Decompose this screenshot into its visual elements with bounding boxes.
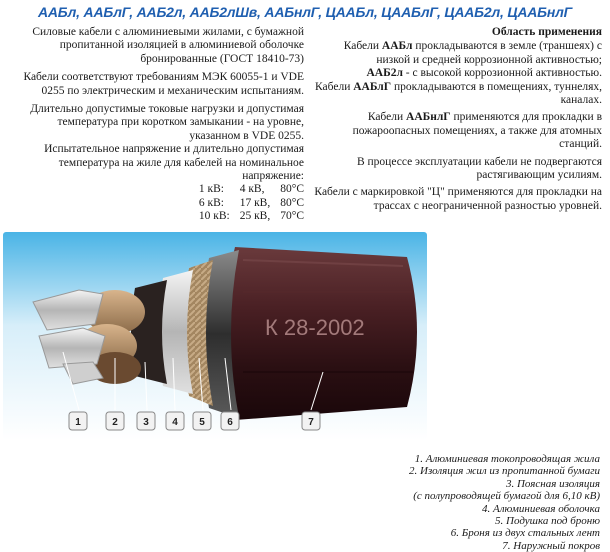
callout-number: 1 [75, 417, 81, 428]
voltage-table [189, 183, 304, 223]
callout-number: 7 [308, 417, 314, 428]
text: прокладываются в помещениях, туннелях, каналах. [391, 80, 602, 107]
page-title: ААБл, ААБлГ, ААБ2л, ААБ2лШв, ААБнлГ, ЦААБл, ЦААБлГ, ЦААБ2л, ЦААБнлГ [37, 4, 573, 20]
callout-number: 5 [199, 417, 205, 428]
text: Кабели [315, 80, 354, 93]
table-row [189, 197, 304, 210]
legend-item: 2. Изоляция жил из пропитанной бумаги [409, 465, 600, 478]
table-row [189, 183, 304, 196]
marking-paragraph: Кабели с маркировкой "Ц" применяются для прокладки на трассах с неограниченной разностью уровней. [314, 186, 602, 212]
aluminium-conductor [33, 290, 105, 384]
text: Кабели [367, 111, 407, 124]
legend-item: 6. Броня из двух стальных лент [450, 527, 600, 540]
cable-code: ААБ2л [366, 67, 403, 80]
application-paragraph [312, 40, 602, 107]
test-voltage-paragraph: Испытательное напряжение и длительно допустимая температура на жиле для кабелей на номинальное напряжение: [44, 143, 304, 183]
outer-jacket-layer [225, 247, 417, 420]
layer-legend [260, 453, 600, 552]
nominal-voltage: 6 кВ: [198, 196, 224, 209]
cable-marking: К 28-2002 [265, 315, 365, 340]
callout-number: 4 [172, 417, 178, 428]
description-paragraph: Силовые кабели с алюминиевыми жилами, с бумажной пропитанной изоляцией в алюминиевой оболочке бронированные (ГОСТ 18410-73) [32, 26, 304, 65]
legend-item: 7. Наружный покров [502, 539, 600, 552]
callout-2 [106, 412, 124, 430]
cable-code: ААБл [381, 40, 413, 53]
callout-5 [193, 412, 211, 430]
operation-paragraph: В процессе эксплуатации кабели не подвергаются растягивающим усилиям. [356, 155, 602, 182]
application-column [312, 26, 602, 217]
application-heading: Область применения [491, 26, 602, 38]
cable-illustration [3, 232, 427, 440]
callout-7 [302, 412, 320, 430]
text: прокладываются в земле (траншеях) с низкой и средней коррозионной активностью; [376, 40, 602, 66]
text: Кабели [343, 40, 382, 53]
table-row [189, 210, 304, 223]
callout-1 [69, 412, 87, 430]
loads-paragraph: Длительно допустимые токовые нагрузки и допустимая температура при коротком замыкании - на уровне, указанном в VDE 0255. [30, 103, 304, 142]
application-paragraph [312, 111, 602, 151]
test-voltage: 17 кВ, [239, 196, 271, 209]
legend-item: 4. Алюминиевая оболочка [481, 502, 600, 515]
callout-6 [221, 412, 239, 430]
standards-paragraph: Кабели соответствуют требованиям МЭК 60055-1 и VDE 0255 по электрическим и механическим испытаниям. [23, 71, 304, 97]
test-voltage: 25 кВ, [239, 210, 271, 223]
callout-number: 6 [227, 417, 233, 428]
callout-number: 3 [143, 417, 149, 428]
cable-cross-section-drawing [3, 232, 427, 440]
legend-item: 1. Алюминиевая токопроводящая жила [414, 453, 600, 465]
core-temperature: 80°C [280, 183, 304, 196]
legend-item: 5. Подушка под броню [495, 515, 600, 528]
nominal-voltage: 1 кВ: [198, 183, 224, 196]
nominal-voltage: 10 кВ: [198, 210, 230, 223]
description-column [8, 26, 304, 224]
test-voltage: 4 кВ, [239, 183, 265, 196]
legend-item: 3. Поясная изоляция [505, 477, 600, 490]
callout-number: 2 [112, 417, 118, 428]
cable-code: ААБлГ [353, 80, 392, 93]
core-temperature: 80°C [280, 196, 304, 209]
cable-code: ААБнлГ [406, 111, 451, 124]
text: - с высокой коррозионной активностью. [402, 67, 602, 80]
legend-item: (с полупроводящей бумагой для 6,10 кВ) [413, 490, 600, 503]
core-temperature: 70°C [280, 210, 304, 223]
text: применяются для прокладки в пожароопасных помещениях, а также для атомных станций. [352, 111, 602, 151]
callout-3 [137, 412, 155, 430]
callout-4 [166, 412, 184, 430]
